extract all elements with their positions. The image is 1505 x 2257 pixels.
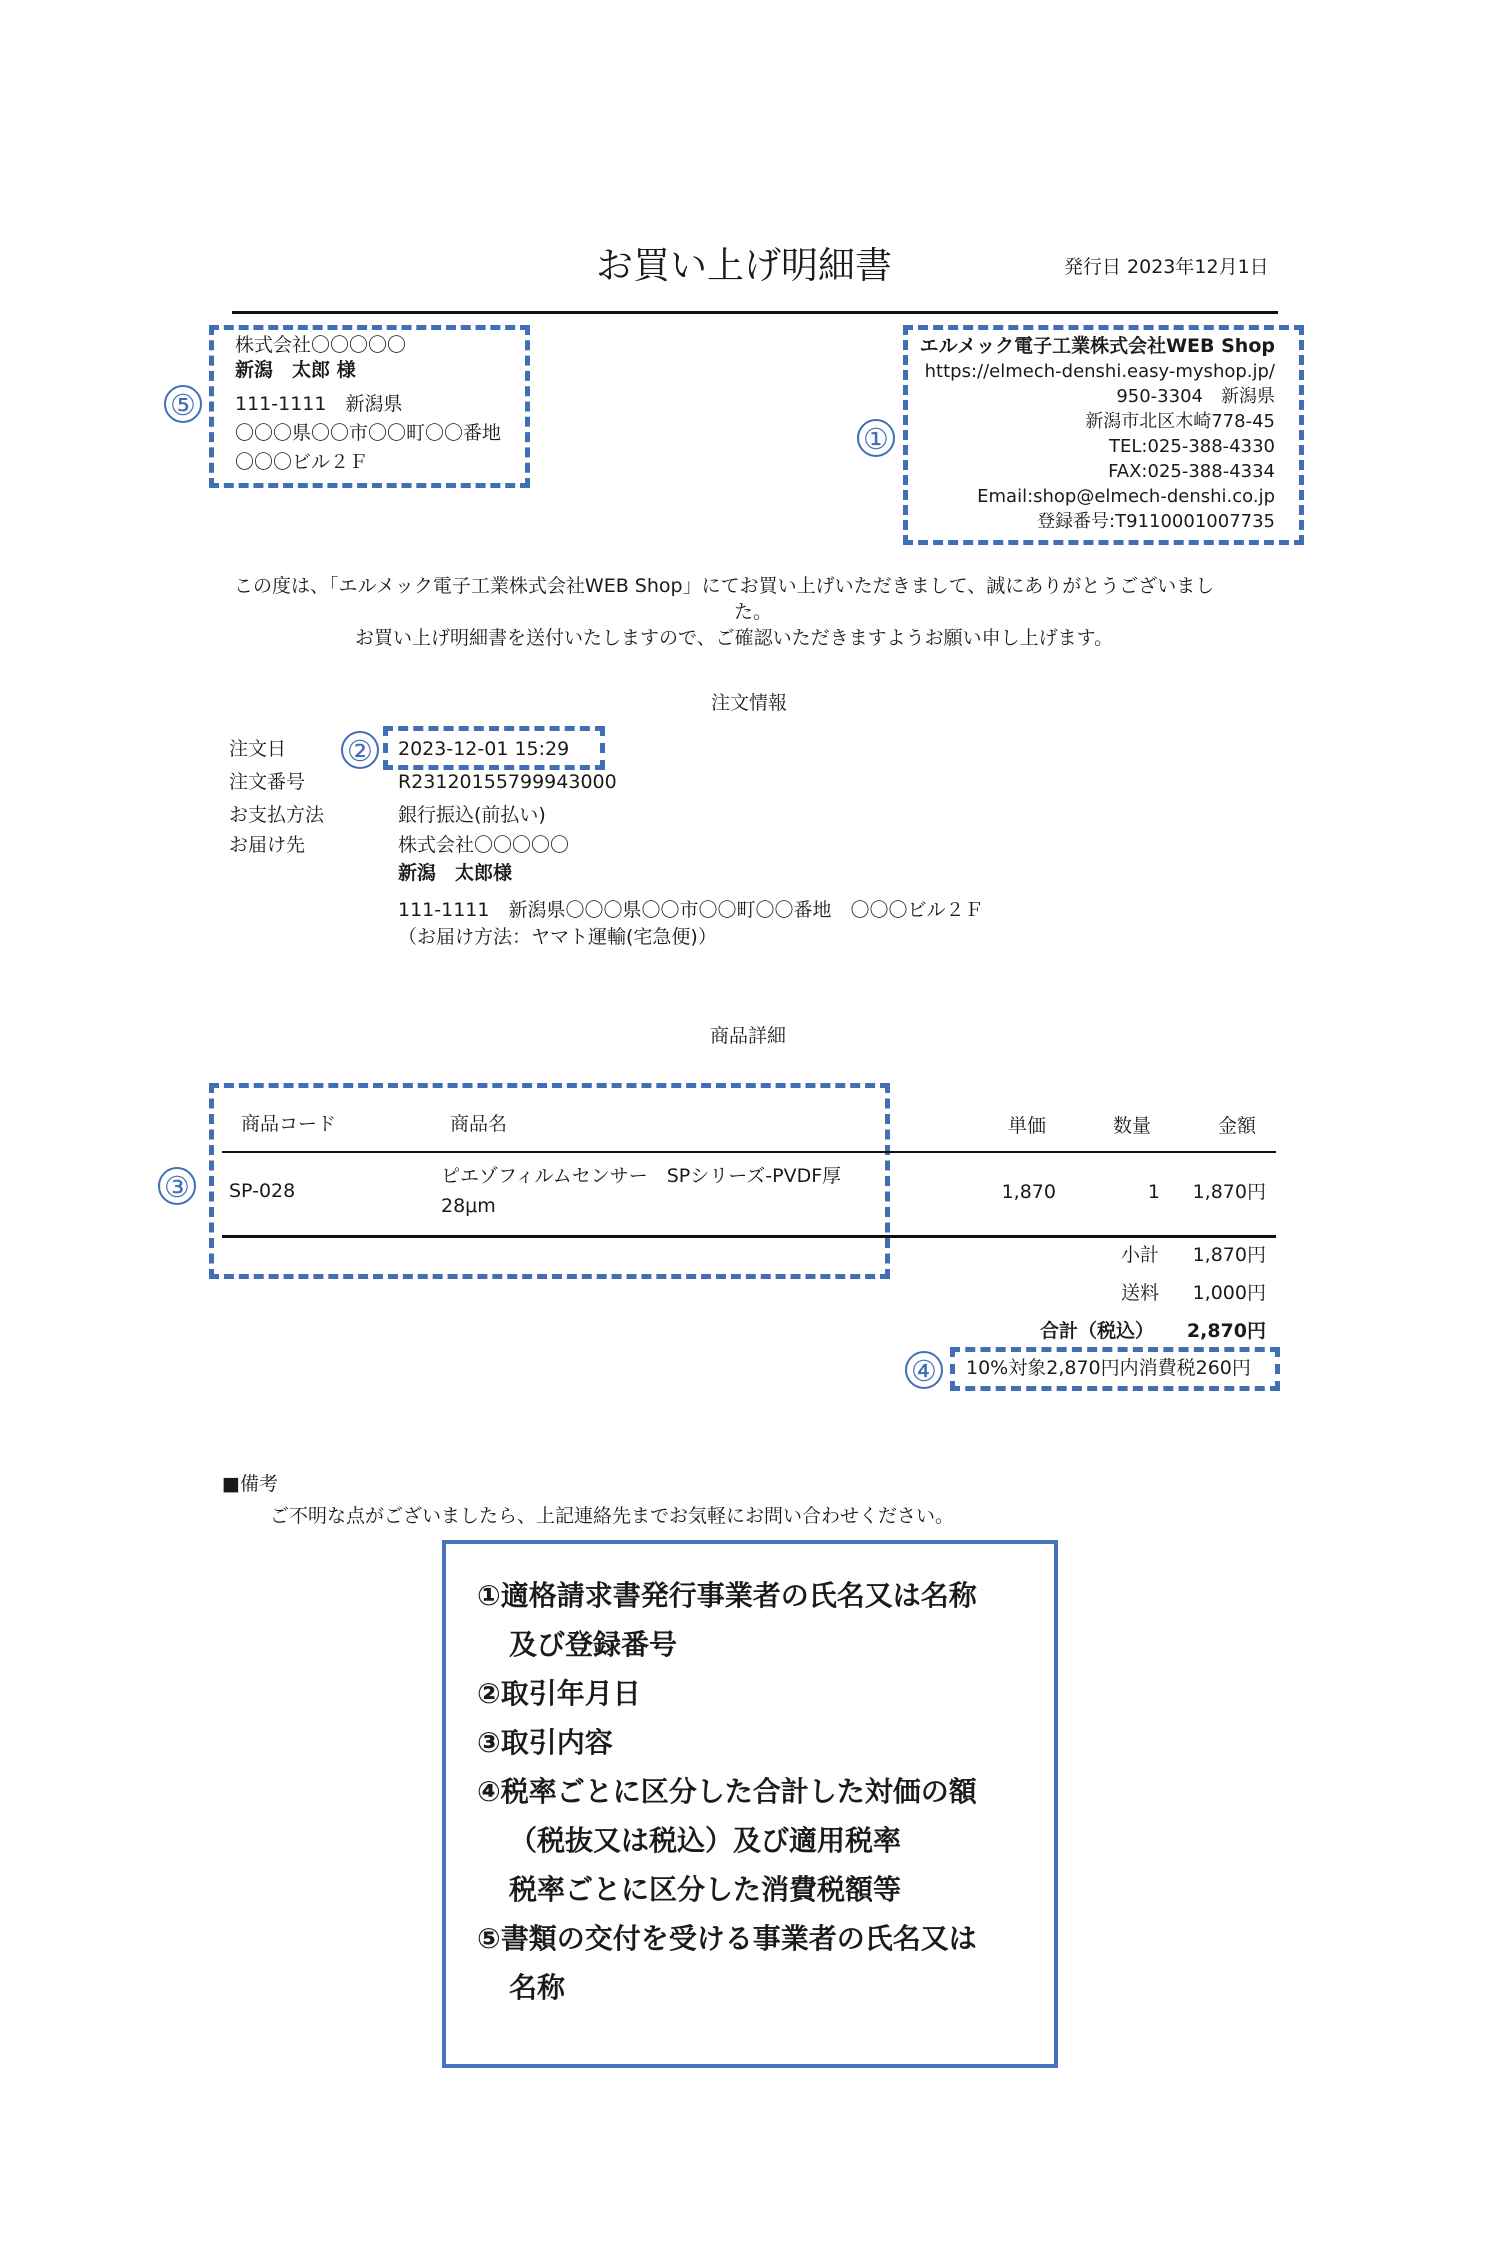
seller-postal: 950-3304 新潟県 bbox=[1116, 386, 1275, 407]
greeting-line2: お買い上げ明細書を送付いたしますので、ご確認いただきますようお願い申し上げます。 bbox=[355, 627, 1114, 649]
greeting-line1: この度は、「エルメック電子工業株式会社WEB Shop」にてお買い上げいただきまして、誠にありがとうございまし bbox=[234, 575, 1215, 597]
payment-label: お支払方法 bbox=[229, 804, 325, 826]
marker-2: ② bbox=[341, 731, 379, 769]
legend-item-4-cont2: 税率ごとに区分した消費税額等 bbox=[509, 1873, 902, 1906]
seller-fax: FAX:025-388-4334 bbox=[1108, 461, 1275, 482]
seller-url: https://elmech-denshi.easy-myshop.jp/ bbox=[924, 361, 1275, 382]
items-heading: 商品詳細 bbox=[710, 1025, 787, 1047]
customer-address: 〇〇〇県〇〇市〇〇町〇〇番地 bbox=[235, 422, 502, 444]
legend-item-3: ③取引内容 bbox=[477, 1726, 613, 1759]
legend-item-4-cont: （税抜又は税込）及び適用税率 bbox=[509, 1824, 902, 1857]
header-name: 商品名 bbox=[450, 1113, 508, 1135]
items-bottom-rule bbox=[222, 1235, 1276, 1238]
customer-building: 〇〇〇ビル２Ｆ bbox=[235, 451, 369, 473]
legend-item-2: ②取引年月日 bbox=[477, 1677, 641, 1710]
customer-postal: 111-1111 新潟県 bbox=[235, 393, 403, 415]
row-qty: 1 bbox=[1147, 1181, 1160, 1203]
legend-item-5-cont: 名称 bbox=[509, 1971, 566, 2004]
total-value: 2,870円 bbox=[1186, 1320, 1266, 1342]
shipping-label: 送料 bbox=[1121, 1282, 1160, 1304]
customer-name: 新潟 太郎 様 bbox=[235, 359, 356, 381]
marker-1: ① bbox=[857, 419, 895, 457]
ship-label: お届け先 bbox=[229, 834, 306, 856]
order-number-label: 注文番号 bbox=[229, 771, 306, 793]
ship-method: （お届け方法：ヤマト運輸(宅急便)） bbox=[398, 926, 717, 948]
subtotal-label: 小計 bbox=[1121, 1244, 1160, 1266]
header-qty: 数量 bbox=[1113, 1115, 1152, 1137]
header-unit-price: 単価 bbox=[1008, 1115, 1047, 1137]
ship-name: 新潟 太郎様 bbox=[398, 862, 513, 884]
greeting-line1-cont: た。 bbox=[734, 601, 773, 623]
order-date-value: 2023-12-01 15:29 bbox=[398, 738, 570, 760]
items-header-rule bbox=[222, 1151, 1276, 1153]
shipping-value: 1,000円 bbox=[1192, 1282, 1266, 1304]
seller-info bbox=[905, 334, 1275, 534]
seller-name: エルメック電子工業株式会社WEB Shop bbox=[919, 335, 1275, 357]
order-heading: 注文情報 bbox=[711, 692, 788, 714]
header-amount: 金額 bbox=[1218, 1115, 1257, 1137]
seller-tel: TEL:025-388-4330 bbox=[1109, 436, 1275, 457]
seller-email: Email:shop@elmech-denshi.co.jp bbox=[977, 486, 1275, 507]
ship-address: 111-1111 新潟県〇〇〇県〇〇市〇〇町〇〇番地 〇〇〇ビル２Ｆ bbox=[398, 899, 984, 921]
issue-date: 発行日 2023年12月1日 bbox=[1064, 256, 1269, 278]
document-title: お買い上げ明細書 bbox=[596, 244, 892, 287]
title-rule bbox=[232, 311, 1278, 314]
customer-company: 株式会社〇〇〇〇〇 bbox=[235, 334, 407, 356]
legend-item-1: ①適格請求書発行事業者の氏名又は名称 bbox=[477, 1579, 977, 1612]
marker-4: ④ bbox=[905, 1351, 943, 1389]
row-amount: 1,870円 bbox=[1192, 1181, 1266, 1203]
row-name-line1: ピエゾフィルムセンサー SPシリーズ-PVDF厚 bbox=[441, 1165, 842, 1187]
total-label: 合計（税込） bbox=[1040, 1320, 1155, 1342]
remarks-heading: ■備考 bbox=[222, 1473, 278, 1495]
legend-item-1-cont: 及び登録番号 bbox=[509, 1628, 678, 1661]
remarks-text: ご不明な点がございましたら、上記連絡先までお気軽にお問い合わせください。 bbox=[270, 1505, 955, 1527]
seller-reg-no: 登録番号:T9110001007735 bbox=[1037, 511, 1275, 532]
order-date-label: 注文日 bbox=[229, 738, 287, 760]
marker-3: ③ bbox=[158, 1167, 196, 1205]
payment-value: 銀行振込(前払い) bbox=[398, 804, 546, 826]
row-name-line2: 28μm bbox=[441, 1195, 496, 1217]
legend-item-5: ⑤書類の交付を受ける事業者の氏名又は bbox=[477, 1922, 977, 1955]
marker-5: ⑤ bbox=[164, 385, 202, 423]
tax-note: 10%対象2,870円内消費税260円 bbox=[966, 1357, 1251, 1379]
header-code: 商品コード bbox=[241, 1113, 337, 1135]
seller-address: 新潟市北区木崎778-45 bbox=[1085, 411, 1275, 432]
ship-company: 株式会社〇〇〇〇〇 bbox=[398, 834, 570, 856]
subtotal-value: 1,870円 bbox=[1192, 1244, 1266, 1266]
legend-item-4: ④税率ごとに区分した合計した対価の額 bbox=[477, 1775, 977, 1808]
row-code: SP-028 bbox=[229, 1180, 296, 1202]
order-number-value: R23120155799943000 bbox=[398, 771, 617, 793]
row-unit-price: 1,870 bbox=[1001, 1181, 1056, 1203]
